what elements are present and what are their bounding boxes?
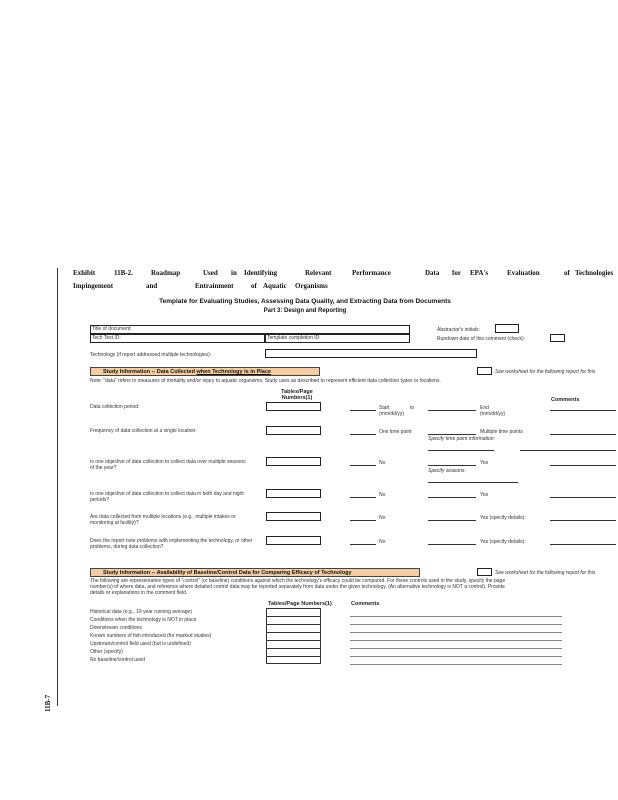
specify-label: Specify seasons: xyxy=(428,468,466,474)
baseline-comments-line[interactable] xyxy=(350,640,562,641)
baseline-tables-line[interactable] xyxy=(266,624,321,625)
section1-col-comments: Comments xyxy=(551,397,580,403)
abstractor-initials-label: Abstractor's initials: xyxy=(437,327,480,333)
row-question: Data collection period: xyxy=(90,404,140,410)
baseline-item: Upstream/control field used (but is undefined) xyxy=(90,641,191,647)
baseline-comments-line[interactable] xyxy=(350,632,562,633)
part-title: Part 3: Design and Reporting xyxy=(263,308,347,314)
exhibit-word: Used xyxy=(203,269,218,277)
exhibit-word: Impingement xyxy=(73,282,114,290)
option-label: Multiple time points xyxy=(480,429,523,435)
rundown-check-field[interactable] xyxy=(550,334,565,342)
baseline-item: Conditions when the technology is NOT in place xyxy=(90,617,197,623)
exhibit-word: and xyxy=(146,282,158,290)
section2-note: The following are representative types of "control" (or baseline) conditions against which the technology's efficacy could be compared. For these controls used in the study, specify the page number(s) of where data, and reference where detailed control data may be reported separately from data under the given technology. (An alternative technology is NOT a control). Provide details or explanations in the comment field. xyxy=(90,578,506,596)
baseline-comments-line[interactable] xyxy=(350,624,562,625)
title-of-document-field[interactable] xyxy=(90,325,410,334)
baseline-item: Known numbers of fish introduced (for marked studies) xyxy=(90,633,212,639)
option-label: Yes xyxy=(480,492,489,498)
option-line[interactable] xyxy=(428,544,476,545)
section1-worksheet-check[interactable] xyxy=(477,367,492,375)
template-title: Template for Evaluating Studies, Assessing Data Quality, and Extracting Data from Documents xyxy=(159,298,451,305)
exhibit-word: Data xyxy=(425,269,440,277)
section2-worksheet-label: See worksheet for the following report for this xyxy=(495,570,596,576)
margin-rule xyxy=(57,268,58,706)
option-label: No xyxy=(379,539,386,545)
exhibit-word: Roadmap xyxy=(151,269,181,277)
option-line[interactable] xyxy=(350,497,376,498)
exhibit-word: Technologies xyxy=(575,269,614,277)
option-label: Yes xyxy=(480,460,489,466)
exhibit-word: Aquatic xyxy=(263,282,287,290)
title-of-document-label: Title of document: xyxy=(92,326,132,332)
option-line[interactable] xyxy=(350,465,376,466)
row-tables-field[interactable] xyxy=(266,512,321,521)
baseline-item: Downstream conditions xyxy=(90,625,142,631)
specify-label: Specify time point information: xyxy=(428,436,495,442)
row-question: Are data collected from multiple locations (e.g., multiple intakes or monitoring at facility)? xyxy=(90,514,236,526)
end-date-line[interactable] xyxy=(428,410,476,411)
exhibit-word: Exhibit xyxy=(73,269,96,277)
option-line[interactable] xyxy=(428,520,476,521)
exhibit-word: for xyxy=(452,269,461,277)
exhibit-word: Relevant xyxy=(305,269,332,277)
comments-line[interactable] xyxy=(550,434,616,435)
baseline-tables-line[interactable] xyxy=(266,640,321,641)
mmddyy-label: (mm/dd/yy) xyxy=(379,411,404,417)
row-question: Does the report note problems with implementing the technology, or other problems, during data collection? xyxy=(90,538,253,550)
technology-field[interactable] xyxy=(265,349,477,358)
baseline-tables-line[interactable] xyxy=(266,616,321,617)
to-label: to xyxy=(410,405,415,411)
exhibit-word: Entrainment xyxy=(195,282,234,290)
tech-test-id-label: Tech Test ID: xyxy=(92,335,121,341)
row-tables-field[interactable] xyxy=(266,426,321,435)
exhibit-word: Identifying xyxy=(244,269,278,277)
baseline-item: No baseline/control used xyxy=(90,657,146,663)
section1-worksheet-label: See worksheet for the following report for this xyxy=(495,369,596,375)
row-tables-field[interactable] xyxy=(266,536,321,545)
comments-line[interactable] xyxy=(550,497,616,498)
baseline-tables-line[interactable] xyxy=(266,656,321,657)
option-line[interactable] xyxy=(350,434,376,435)
section2-worksheet-check[interactable] xyxy=(477,568,492,576)
exhibit-word: EPA's xyxy=(470,269,489,277)
abstractor-initials-field[interactable] xyxy=(495,324,519,333)
section1-col-tables: Tables/Page Numbers(1) xyxy=(281,389,313,401)
section1-title-underlined: when Technology is in Place xyxy=(196,369,271,375)
start-date-line[interactable] xyxy=(350,410,376,411)
end-label: End xyxy=(480,405,489,411)
section1-note: Note: "data" refers to measures of mortality and/or injury to aquatic organisms. Study uses as described to represent efficient data collection types or locations. xyxy=(90,378,441,384)
section1-header xyxy=(90,367,320,376)
comments-line[interactable] xyxy=(550,410,616,411)
option-label: No xyxy=(379,492,386,498)
baseline-comments-line[interactable] xyxy=(350,656,562,657)
option-label: One time point xyxy=(379,429,412,435)
technology-label: Technology (if report addressed multiple technologies): xyxy=(90,352,212,358)
baseline-item: Other (specify) xyxy=(90,649,123,655)
row-tables-field[interactable] xyxy=(266,457,321,466)
option-label: No xyxy=(379,460,386,466)
row-question: Is one objective of data collection to collect data over multiple seasons of the year? xyxy=(90,459,246,471)
row-question: Is one objective of data collection to collect data in both day and night periods? xyxy=(90,491,244,503)
section2-col-comments: Comments xyxy=(351,601,380,607)
option-line[interactable] xyxy=(350,520,376,521)
rundown-check-label: Rundown date of this comment (check): xyxy=(437,336,526,342)
mmddyy-label: (mm/dd/yy) xyxy=(480,411,505,417)
exhibit-word: 11B-2. xyxy=(114,269,133,277)
comments-line[interactable] xyxy=(550,520,616,521)
option-label: Yes (specify details): xyxy=(480,539,526,545)
option-line[interactable] xyxy=(428,434,476,435)
exhibit-word: of xyxy=(564,269,570,277)
baseline-comments-line[interactable] xyxy=(350,664,562,665)
specify-line[interactable] xyxy=(520,450,616,451)
option-line[interactable] xyxy=(428,497,476,498)
comments-line[interactable] xyxy=(550,465,616,466)
section1-title: Study Information -- Data Collected xyxy=(103,369,197,375)
baseline-tables-line[interactable] xyxy=(266,632,321,633)
exhibit-word: of xyxy=(251,282,257,290)
option-label: Yes (specify details): xyxy=(480,515,526,521)
exhibit-word: Organisms xyxy=(295,282,328,290)
baseline-item: Historical data (e.g., 10-year running average) xyxy=(90,609,192,615)
exhibit-word: Evaluation xyxy=(507,269,540,277)
exhibit-word: Performance xyxy=(352,269,391,277)
option-line[interactable] xyxy=(350,544,376,545)
option-label: No xyxy=(379,515,386,521)
page-number: 11B-7 xyxy=(44,694,52,712)
start-label: Start xyxy=(379,405,390,411)
row-tables-field[interactable] xyxy=(266,489,321,498)
row-tables-field[interactable] xyxy=(266,402,321,411)
specify-line[interactable] xyxy=(428,450,494,451)
section2-col-tables: Tables/Page Numbers(1) xyxy=(268,601,332,607)
section2-header: Study Information -- Availability of Baseline/Control Data for Comparing Efficacy of Technology xyxy=(90,568,420,577)
specify-line[interactable] xyxy=(428,482,518,483)
comments-line[interactable] xyxy=(550,544,616,545)
option-line[interactable] xyxy=(428,465,476,466)
row-question: Frequency of data collection at a single location: xyxy=(90,428,197,434)
exhibit-word: in xyxy=(231,269,237,277)
baseline-comments-line[interactable] xyxy=(350,616,562,617)
baseline-comments-line[interactable] xyxy=(350,648,562,649)
template-id-label: Template completion ID: xyxy=(267,335,321,341)
baseline-tables-line[interactable] xyxy=(266,648,321,649)
